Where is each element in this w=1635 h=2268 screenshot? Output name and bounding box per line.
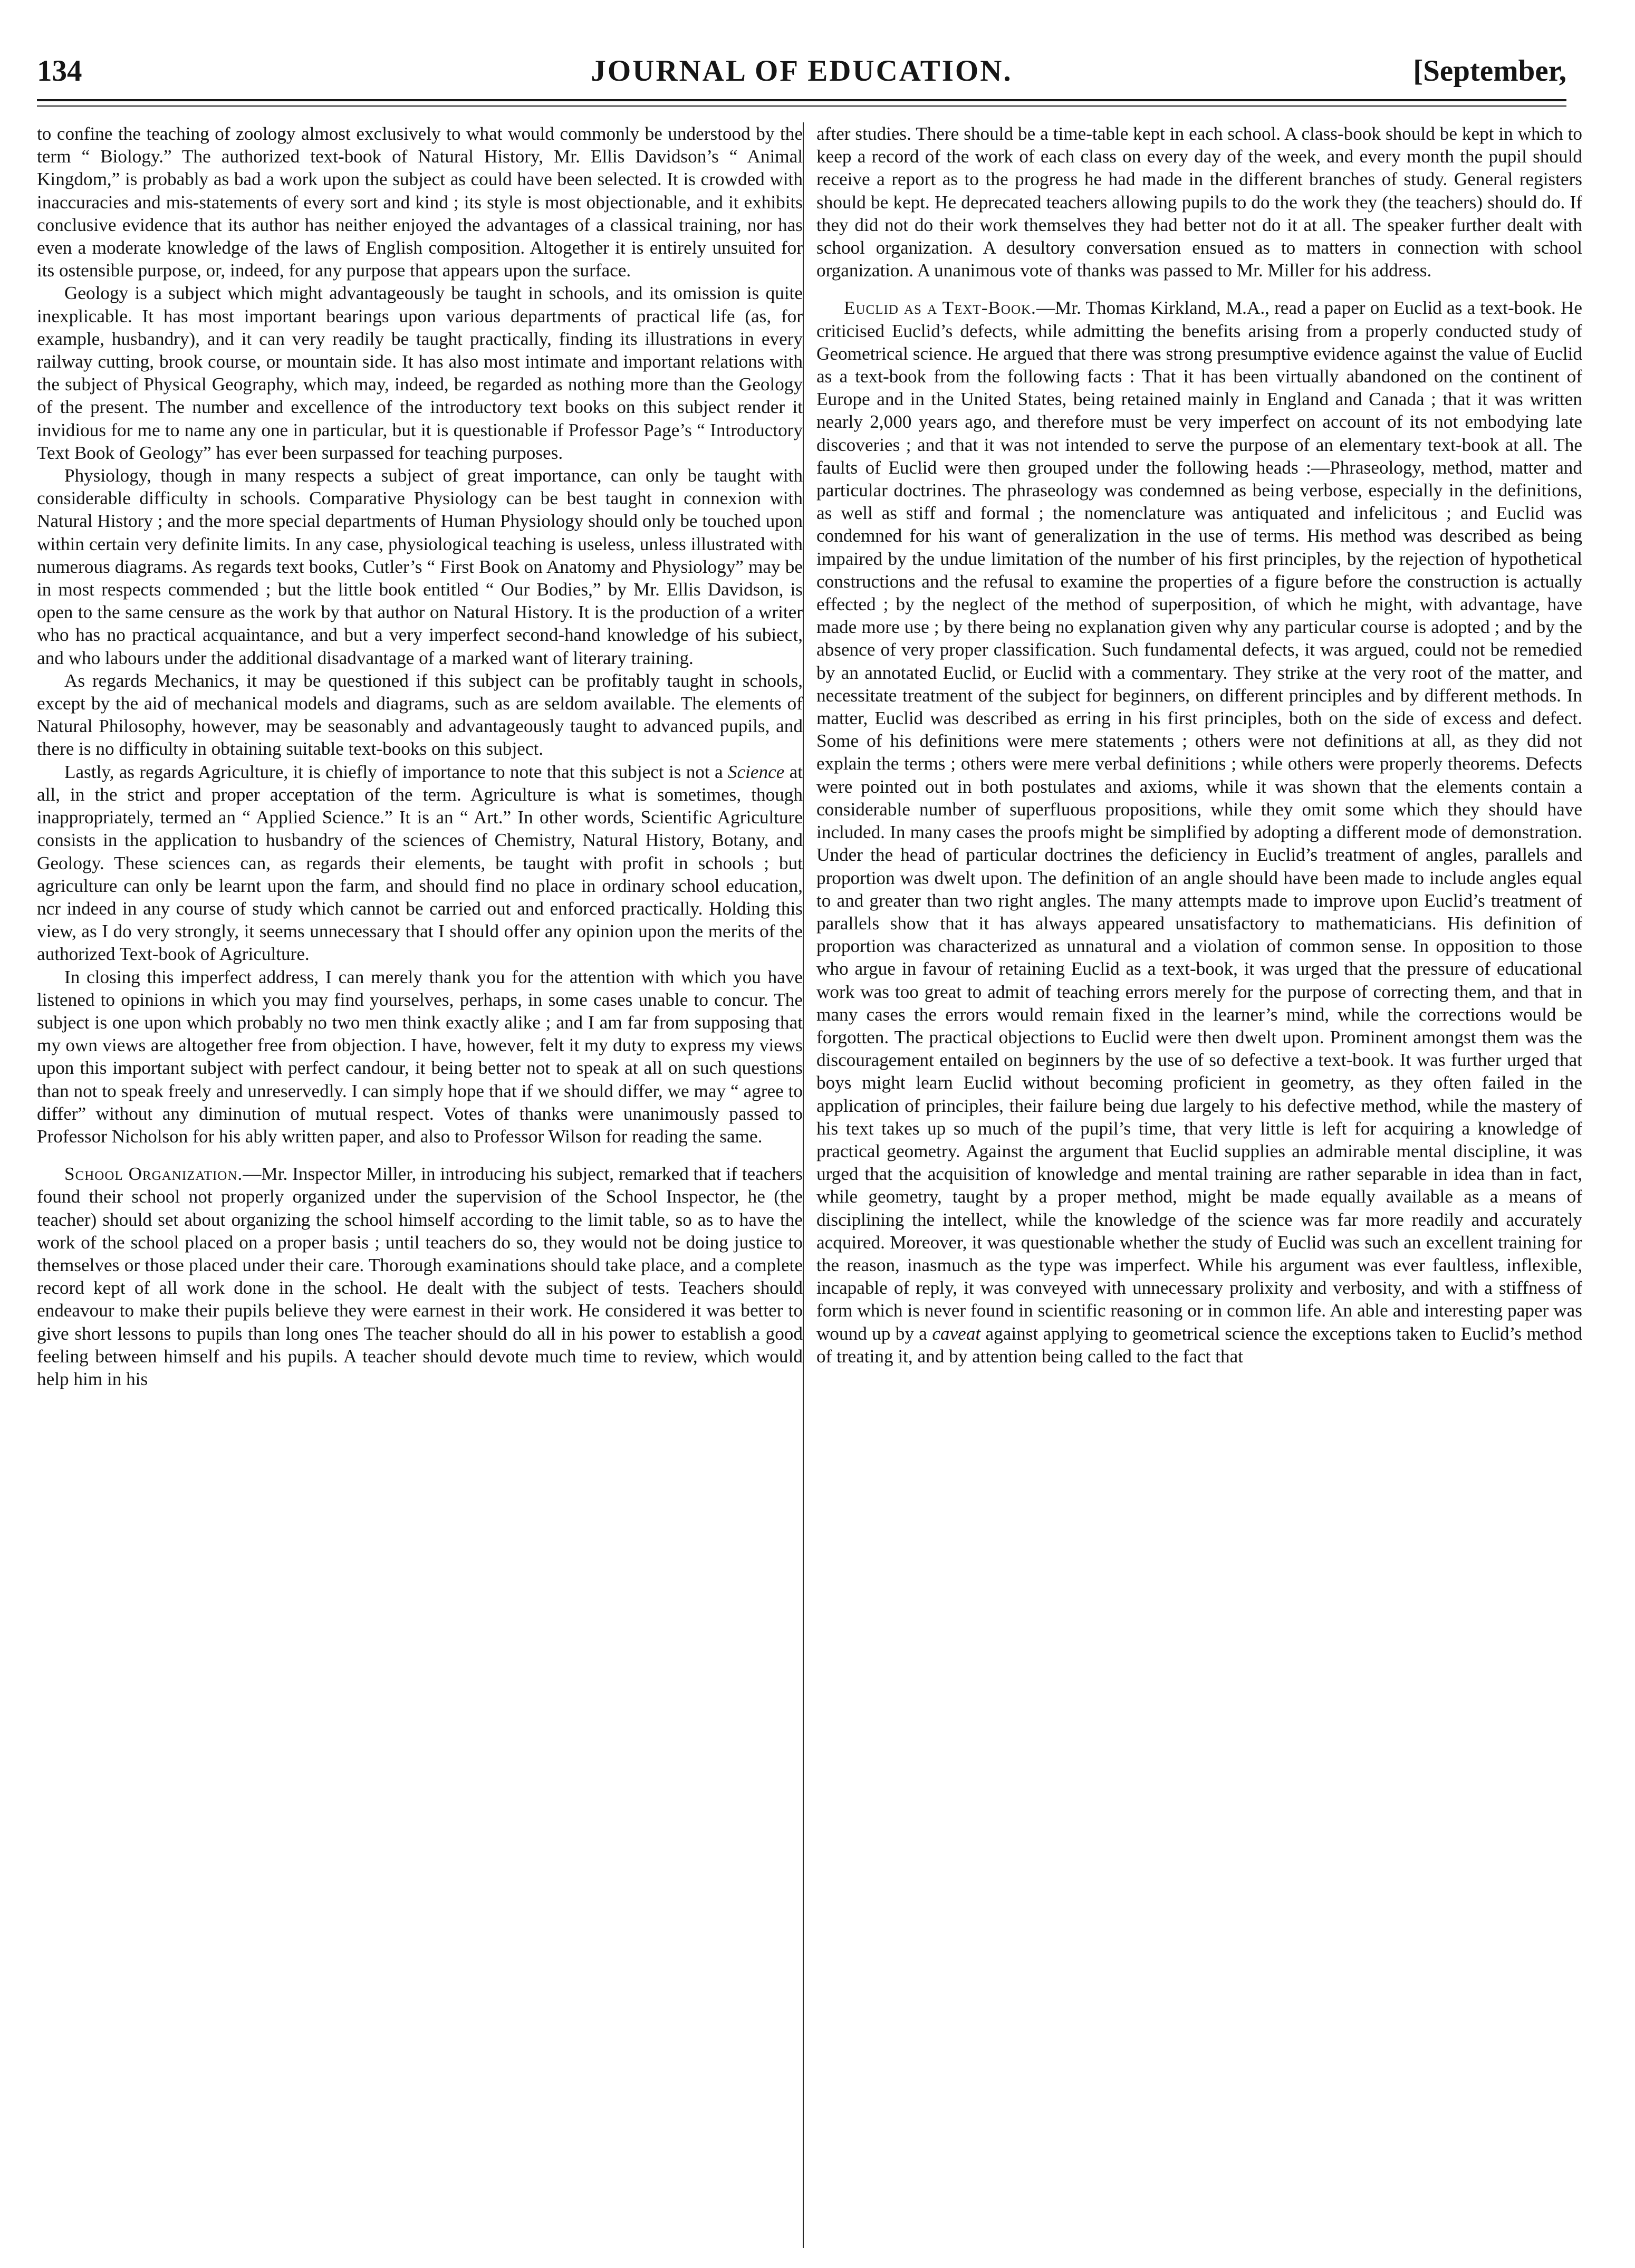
journal-title: JOURNAL OF EDUCATION. bbox=[591, 54, 1013, 88]
section-heading-euclid: Euclid as a Text-Book. bbox=[844, 297, 1036, 319]
euclid-text-end: against applying to geometrical science the exceptions taken to Euclid’s method of treating it, and by attention being called to the fact that bbox=[816, 1323, 1582, 1367]
euclid-text-start: —Mr. Thomas Kirkland, M.A., read a paper on Euclid as a text-book. He criticised Euclid’s defects, while admitting the benefits arising from a properly conducted study of Geometrical science. He argued that there was strong presumptive evidence against the value of Euclid as a text-book from the following facts : That it has been virtually abandoned on the continent of Europe and in the United States, being retained mainly in England and Canada ; that it was written nearly 2,000 years ago, and therefore must be very imperfect on account of its not embodying late discoveries ; and that it was not intended to serve the purpose of an elementary text-book at all. The faults of Euclid were then grouped under the following heads :—Phraseology, method, matter and particular doctrines. The phraseology was condemned as being verbose, especially in the definitions, as well as stiff and formal ; the nomenclature was antiquated and infelicitous ; and Euclid was condemned for his want of generalization in the use of terms. His method was described as being impaired by the undue limitation of the number of his first principles, by the rejection of hypothetical constructions and the refusal to examine the properties of a figure before the construction is actually effected ; by the neglect of the method of superposition, of which he might, with advantage, have made more use ; by there being no explanation given why any particular course is adopted ; and by the absence of very proper classification. Such fundamental defects, it was argued, could not be remedied by an annotated Euclid, or Euclid with a commentary. They strike at the very root of the matter, and necessitate treatment of the subject for beginners, on different principles and by different methods. In matter, Euclid was described as erring in his first principles, both on the side of excess and defect. Some of his definitions were mere statements ; others were not definitions at all, as they did not explain the terms ; others were mere verbal definitions ; while others were properly theorems. Defects were pointed out in both postulates and axioms, while it was shown that the elements contain a considerable number of superfluous propositions, while they omit some which they should have included. In many cases the proofs might be simplified by adopting a different mode of demonstration. Under the head of particular doctrines the deficiency in Euclid’s treatment of angles, parallels and proportion was dwelt upon. The definition of an angle should have been made to include angles equal to and greater than two right angles. The many attempts made to improve upon Euclid’s treatment of parallels show that it has always appeared unsatisfactory to mathematicians. His definition of proportion was characterized as unnatural and a violation of common sense. In opposition to those who argue in favour of retaining Euclid as a text-book, it was urged that the pressure of educational work was too great to admit of teaching errors merely for the purpose of correcting them, and that in many cases the errors would remain fixed in the learner’s mind, while the corrections would be forgotten. The practical objections to Euclid were then dwelt upon. Prominent amongst them was the discouragement entailed on beginners by the use of so defective a text-book. It was further urged that boys might learn Euclid without becoming proficient in geometry, as they often failed in the application of principles, their failure being due largely to his defective method, while the mastery of his text takes up so much of the pupil’s time, that very little is left for acquiring a knowledge of practical geometry. Against the argument that Euclid supplies an admirable mental discipline, it was urged that the acquisition of knowledge and mental training are rather separable in idea than in fact, while geometry, taught by a proper method, might be made equally available as a means of disciplining the intellect, while the knowledge of the science was far more readily and accurately acquired. Moreover, it was questionable whether the study of Euclid was such an excellent training for the reason, inasmuch as the type was imperfect. While his argument was ever faultless, inflexible, incapable of reply, it was conveyed with unnecessary prolixity and verbosity, and with a stiffness of form which is never found in scientific reasoning or in common life. An able and interesting paper was wound up by a bbox=[816, 297, 1582, 1344]
paragraph-physiology: Physiology, though in many respects a subject of great importance, can only be taught with considerable difficulty in schools. Comparative Physiology can be best taught in connexion with Natural History ; and the more special departments of Human Physiology should only be touched upon within certain very definite limits. In any case, physiological teaching is useless, unless illustrated with numerous diagrams. As regards text books, Cutler’s “ First Book on Anatomy and Physiology” may be in most respects commended ; but the little book entitled “ Our Bodies,” by Mr. Ellis Davidson, is open to the same censure as the work by that author on Natural History. It is the production of a writer who has no practical acquaintance, and but a very imperfect second-hand knowledge of his subiect, and who labours under the additional disadvantage of a marked want of literary training. bbox=[37, 465, 803, 668]
page-number: 134 bbox=[37, 54, 82, 88]
left-column bbox=[37, 122, 803, 2253]
header-rule-thick bbox=[37, 99, 1566, 101]
agriculture-text-end: at all, in the strict and proper acceptation of the term. Agriculture is what is sometimes, though inappropriately, termed an “ Applied Science.” It is an “ Art.” In other words, Scientific Agriculture consists in the application to husbandry of the sciences of Chemistry, Natural History, Botany, and Geology. These sciences can, as regards their elements, be taught with profit in schools ; but agriculture can only be learnt upon the farm, and should find no place in ordinary school education, ncr indeed in any course of study which cannot be carried out and enforced practically. Holding this view, as I do very strongly, it seems unnecessary that I should offer any opinion upon the merits of the authorized Text-book of Agriculture. bbox=[37, 761, 803, 965]
italic-science: Science bbox=[727, 761, 785, 782]
issue-month: [September, bbox=[1413, 54, 1566, 88]
school-organization-text: —Mr. Inspector Miller, in introducing his subject, remarked that if teachers found their school not properly organized under the supervision of the School Inspector, he (the teacher) should set about organizing the school himself according to the limit table, so as to have the work of the school placed on a proper basis ; until teachers do so, they would not be doing justice to themselves or those placed under their care. Thorough examinations should take place, and a complete record kept of all work done in the school. He dealt with the subject of tests. Teachers should endeavour to make their pupils believe they were earnest in their work. He considered it was better to give short lessons to pupils than long ones The teacher should do all in his power to establish a good feeling between himself and his pupils. A teacher should devote much time to review, which would help him in his bbox=[37, 1164, 803, 1389]
column-divider bbox=[803, 122, 804, 2248]
agriculture-text-start: Lastly, as regards Agriculture, it is chiefly of importance to note that this subject is not a bbox=[64, 761, 728, 782]
section-heading-school-organization: School Organization. bbox=[64, 1164, 243, 1185]
paragraph-school-organization bbox=[37, 1162, 803, 1390]
paragraph-mechanics: As regards Mechanics, it may be questioned if this subject can be profitably taught in schools, except by the aid of mechanical models and diagrams, such as are seldom available. The elements of Natural Philosophy, however, may be seasonably and advantageously taught to advanced pupils, and there is no difficulty in obtaining suitable text-books on this subject. bbox=[37, 670, 803, 760]
paragraph-geology: Geology is a subject which might advantageously be taught in schools, and its omission is quite inexplicable. It has most important bearings upon various departments of practical life (as, for example, husbandry), and it can very readily be taught practically, finding its illustrations in every railway cutting, brook course, or mountain side. It has also most intimate and important relations with the subject of Physical Geography, which may, indeed, be regarded as nothing more than the Geology of the present. The number and excellence of the introductory text books on this subject render it invidious for me to name any one in particular, but it is questionable if Professor Page’s “ Introductory Text Book of Geology” has ever been surpassed for teaching purposes. bbox=[37, 283, 803, 463]
paragraph-zoology: to confine the teaching of zoology almost exclusively to what would commonly be understood by the term “ Biology.” The authorized text-book of Natural History, Mr. Ellis Davidson’s “ Animal Kingdom,” is probably as bad a work upon the subject as could have been selected. It is crowded with inaccuracies and mis-statements of every sort and kind ; its style is most objectionable, and it exhibits conclusive evidence that its author has neither enjoyed the advantages of a classical training, nor has even a moderate knowledge of the laws of English composition. Altogether it is entirely unsuited for its ostensible purpose, or, indeed, for any purpose that appears upon the surface. bbox=[37, 123, 803, 281]
right-column bbox=[816, 122, 1582, 2253]
paragraph-euclid bbox=[816, 296, 1582, 1368]
header-rule-thin bbox=[37, 105, 1566, 107]
italic-caveat: caveat bbox=[932, 1323, 981, 1344]
paragraph-agriculture bbox=[37, 761, 803, 966]
running-head bbox=[37, 50, 1566, 92]
paragraph-closing-address: In closing this imperfect address, I can merely thank you for the attention with which you have listened to opinions in which you may find yourselves, perhaps, in some cases unable to concur. The subject is one upon which probably no two men think exactly alike ; and I am far from supposing that my own views are altogether free from objection. I have, however, felt it my duty to express my views upon this important subject with perfect candour, it being better not to speak at all on such questions than not to speak freely and unreservedly. I can simply hope that if we should differ, we may “ agree to differ” without any diminution of mutual respect. Votes of thanks were unanimously passed to Professor Nicholson for his ably written paper, and also to Professor Wilson for reading the same. bbox=[37, 966, 803, 1147]
paragraph-school-organization-continued: after studies. There should be a time-table kept in each school. A class-book should be kept in which to keep a record of the work of each class on every day of the week, and every month the pupil should receive a report as to the progress he had made in the different branches of study. General registers should be kept. He deprecated teachers allowing pupils to do the work they (the teachers) should do. If they did not do their work themselves they had better not do it at all. The speaker further dealt with school organization. A desultory conversation ensued as to matters in connection with school organization. A unanimous vote of thanks was passed to Mr. Miller for his address. bbox=[816, 123, 1582, 281]
